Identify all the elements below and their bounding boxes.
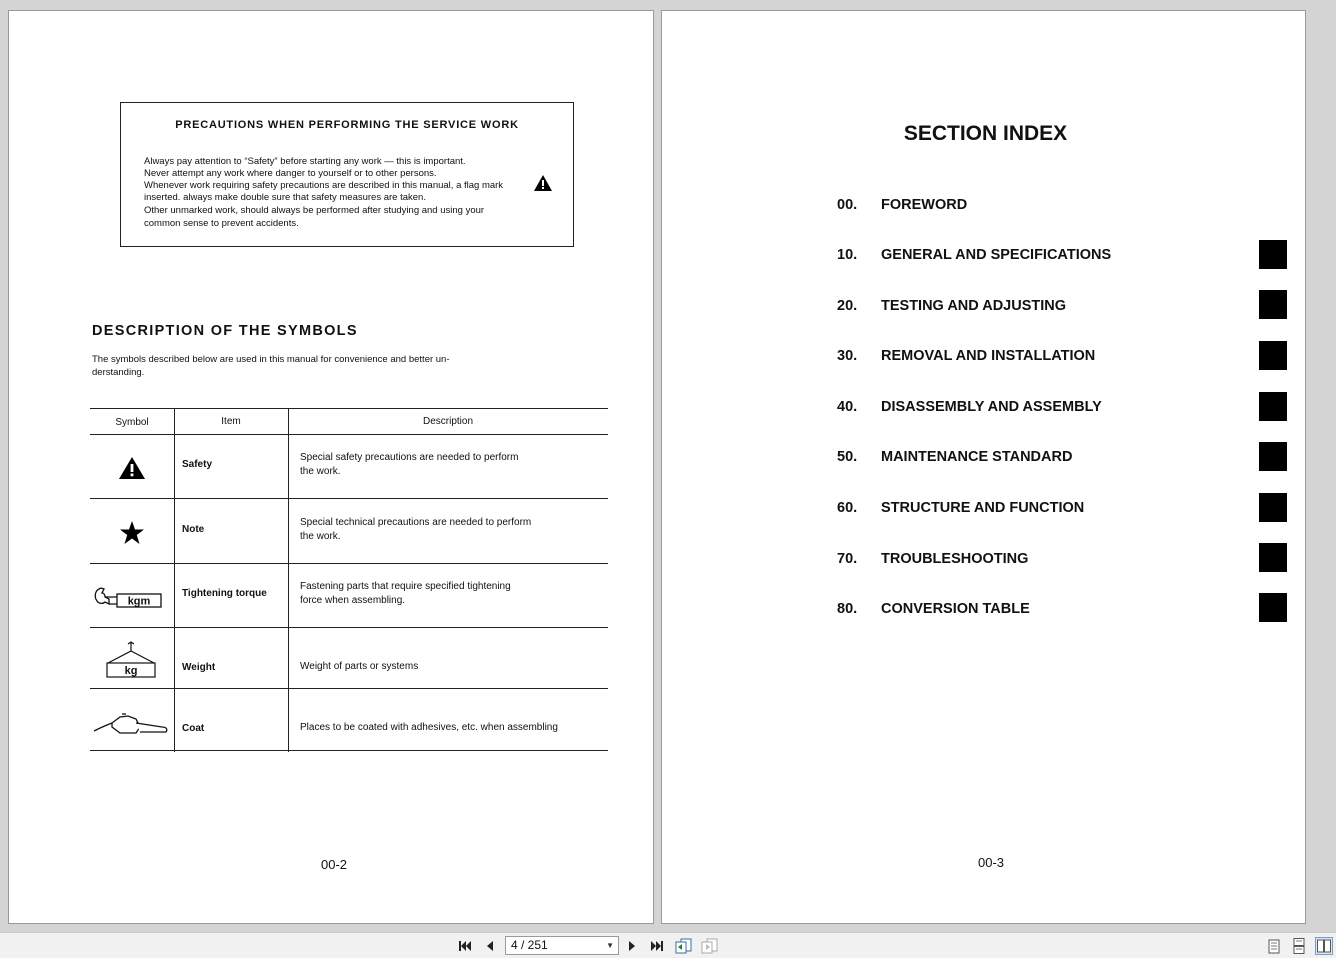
page-number-right: 00-3 [978,855,1005,870]
next-page-icon[interactable] [623,937,641,955]
last-page-icon[interactable] [648,937,666,955]
chevron-down-icon: ▼ [606,941,614,950]
right-document-page: SECTION INDEX 00. FOREWORD 10. GENERAL AND SPECIFICATIONS 20. TESTING AND ADJUSTING 30. REMOVAL AND INSTALLATION 40. DISASSEMBLY AND ASSEMBLY 50. MAINTENANCE STANDARD 60. STRUCTURE AND FUNCTION 70. TROUBLESHOOTING 80. CONVERSION TABLE 00-3 [661,10,1306,924]
star-icon [119,520,145,545]
table-row-item: Weight [182,662,216,673]
warning-triangle-icon [118,456,146,480]
header-symbol: Symbol [115,417,149,428]
section-tab-10[interactable] [1259,240,1287,269]
prev-page-icon[interactable] [481,937,499,955]
page-number-left: 00-2 [321,857,348,872]
wrench-kgm-icon [93,585,165,611]
precautions-line: Never attempt any work where danger to yourself or to other persons. [144,168,437,179]
table-row-desc: Special safety precautions are needed to perform the work. [300,452,519,477]
table-row-desc: Fastening parts that require specified tightening force when assembling. [300,581,511,606]
section-tab-80[interactable] [1259,593,1287,622]
table-row-desc: Special technical precautions are needed to perform the work. [300,517,532,542]
section-tab-70[interactable] [1259,543,1287,572]
table-row-item: Coat [182,723,205,734]
table-row-item: Tightening torque [182,588,267,599]
description-intro-line: The symbols described below are used in this manual for convenience and better un- [92,354,450,365]
precautions-line: Always pay attention to “Safety” before starting any work — this is important. [144,156,466,167]
viewer-toolbar [0,932,1336,958]
continuous-view-icon[interactable] [1290,937,1308,955]
page-number-select[interactable]: 4 / 251 ▼ [505,936,619,955]
section-tab-60[interactable] [1259,493,1287,522]
single-page-view-icon[interactable] [1265,937,1283,955]
section-tab-40[interactable] [1259,392,1287,421]
precautions-line: Other unmarked work, should always be performed after studying and using your [144,205,485,216]
header-description: Description [422,416,474,427]
precautions-title: PRECAUTIONS WHEN PERFORMING THE SERVICE WORK [175,119,519,131]
svg-text:kgm: kgm [127,595,151,608]
next-view-icon[interactable] [701,937,719,955]
precautions-line: common sense to prevent accidents. [144,218,299,229]
warning-flag-icon [533,174,553,192]
section-tab-20[interactable] [1259,290,1287,319]
two-page-view-icon[interactable] [1315,937,1333,955]
section-tab-50[interactable] [1259,442,1287,471]
precautions-line: inserted. always make double sure that safety measures are taken. [144,192,426,203]
description-title: DESCRIPTION OF THE SYMBOLS [92,323,358,339]
table-row-desc: Weight of parts or systems [300,661,419,672]
description-intro-line: derstanding. [92,367,145,378]
precautions-line: Whenever work requiring safety precautions are described in this manual, a flag mark [144,180,504,191]
table-row-item: Note [182,524,205,535]
svg-text:kg: kg [124,665,138,677]
oil-can-icon [92,709,170,737]
previous-view-icon[interactable] [675,937,693,955]
table-row-item: Safety [182,459,213,470]
section-tab-30[interactable] [1259,341,1287,370]
table-row-desc: Places to be coated with adhesives, etc. when assembling [300,722,558,733]
weight-kg-icon [105,641,157,679]
section-index-title: SECTION INDEX [903,122,1068,145]
first-page-icon[interactable] [456,937,474,955]
header-item: Item [221,416,241,427]
symbols-table [90,408,608,752]
left-document-page [8,10,654,924]
precautions-box [120,102,574,247]
